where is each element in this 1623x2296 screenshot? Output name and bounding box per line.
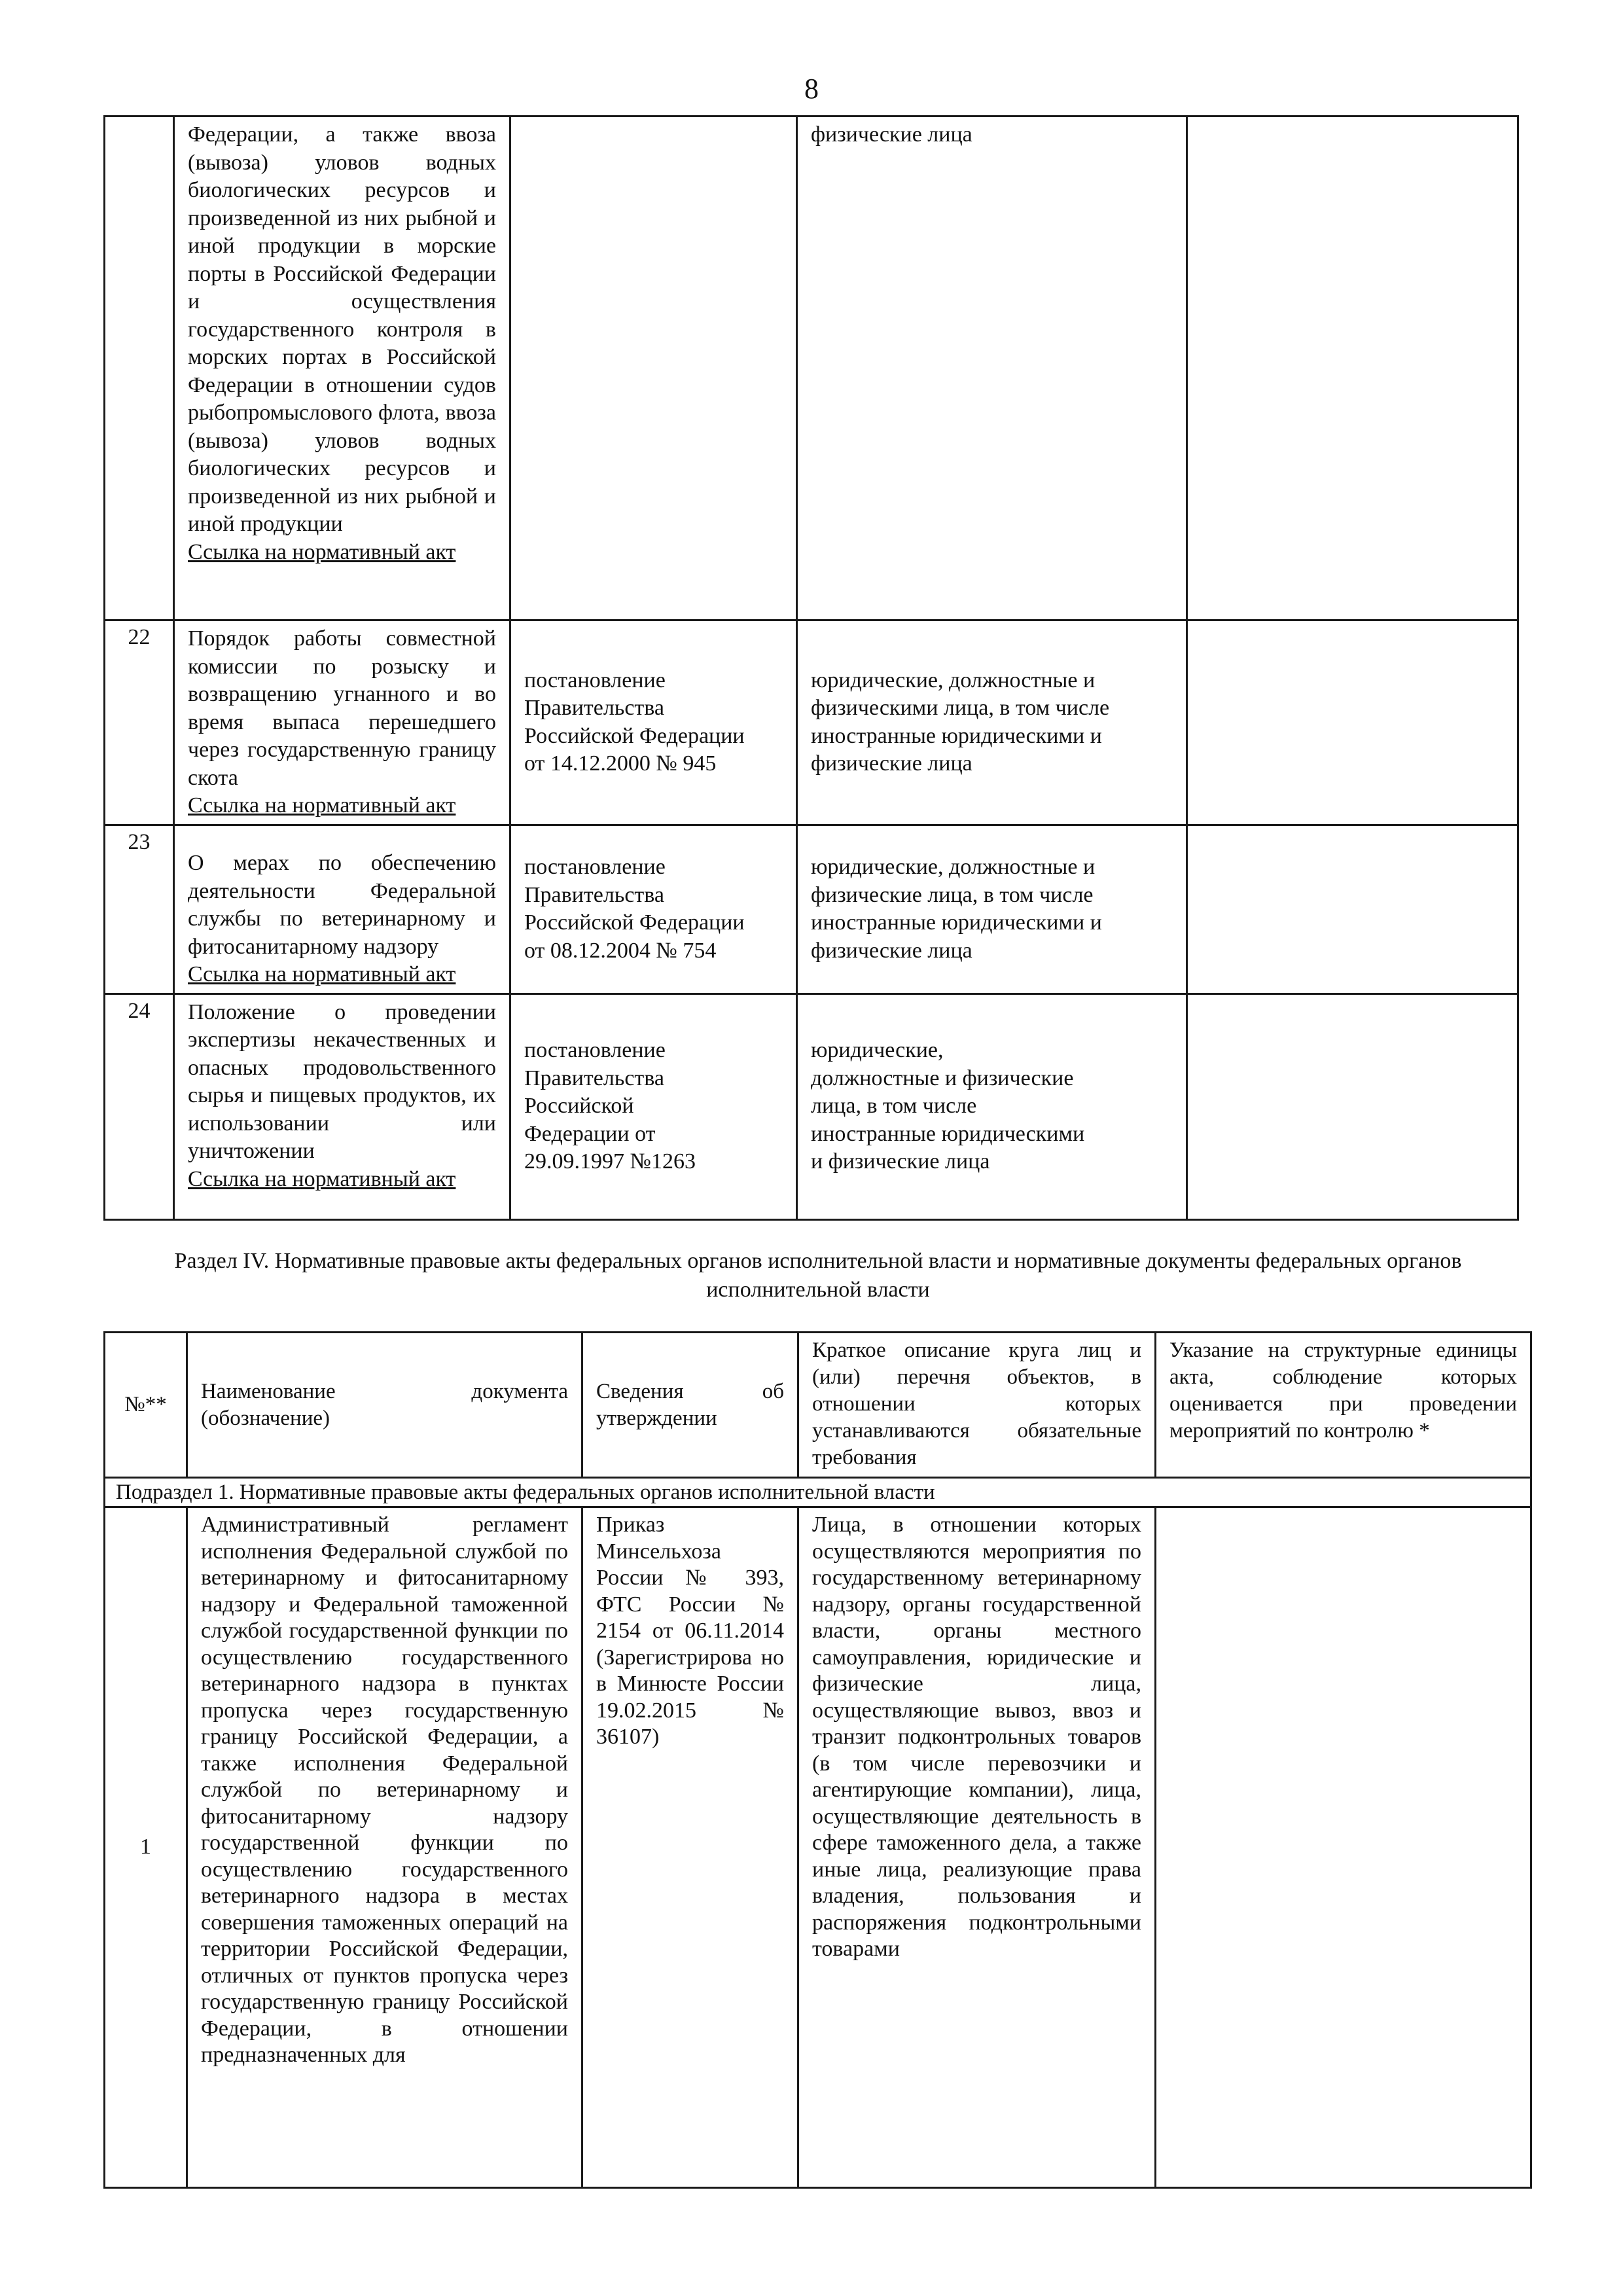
table-row — [105, 117, 1518, 620]
acts-table-section-4 — [103, 1331, 1532, 2189]
row-number — [105, 117, 174, 620]
header-units: Указание на структурные единицы акта, соблюдение которых оценивается при проведении мероприятий по контролю * — [1156, 1333, 1531, 1478]
header-approval: Сведения об утверждении — [582, 1333, 798, 1478]
header-subjects: Краткое описание круга лиц и (или) перечня объектов, в отношении которых устанавливаются обязательные требования — [798, 1333, 1156, 1478]
approval-info: постановление Правительства Российской Федерации от 14.12.2000 № 945 — [510, 620, 797, 825]
subjects-description: юридические, должностные и физические лица, в том числе иностранные юридическими и физические лица — [797, 994, 1187, 1219]
structural-units — [1187, 825, 1518, 994]
document-name: О мерах по обеспечению деятельности Федеральной службы по ветеринарному и фитосанитарному надзору — [188, 851, 496, 959]
document-name: Положение о проведении экспертизы некачественных и опасных продовольственного сырья и пищевых продуктов, их использовании или уничтожении — [188, 999, 496, 1163]
row-number: 1 — [105, 1507, 187, 2188]
acts-table-continued — [103, 115, 1519, 1221]
section-title: Раздел IV. Нормативные правовые акты федеральных органов исполнительной власти и нормативные документы федеральных органов исполнительной власти — [174, 1249, 1462, 1302]
table-row — [105, 1507, 1531, 2188]
document-name: Порядок работы совместной комиссии по розыску и возвращению угнанного и во время выпаса перешедшего через государственную границу скота — [188, 626, 496, 790]
structural-units — [1187, 620, 1518, 825]
approval-info: постановление Правительства Российской Федерации от 08.12.2004 № 754 — [510, 825, 797, 994]
approval-info — [510, 117, 797, 620]
subsection-title: Подраздел 1. Нормативные правовые акты федеральных органов исполнительной власти — [105, 1478, 1531, 1507]
normative-act-link[interactable]: Ссылка на нормативный акт — [188, 793, 456, 817]
header-name: Наименование документа (обозначение) — [187, 1333, 582, 1478]
subjects-description: физические лица — [797, 117, 1187, 620]
structural-units — [1187, 994, 1518, 1219]
subjects-description: юридические, должностные и физическими лица, в том числе иностранные юридическими и физические лица — [797, 620, 1187, 825]
subsection-row — [105, 1478, 1531, 1507]
page-number: 8 — [804, 73, 819, 105]
document-name: Федерации, а также ввоза (вывоза) уловов водных биологических ресурсов и произведенной из них рыбной и иной продукции в морские порты в Российской Федерации и осуществления государственного контроля в морских портах в Российской Федерации в отношении судов рыбопромыслового флота, ввоза (вывоза) уловов водных биологических ресурсов и произведенной из них рыбной и иной продукции — [188, 122, 496, 536]
subjects-description: юридические, должностные и физические лица, в том числе иностранные юридическими и физические лица — [797, 825, 1187, 994]
table-row — [105, 994, 1518, 1219]
structural-units — [1156, 1507, 1531, 2188]
row-number: 22 — [105, 620, 174, 825]
structural-units — [1187, 117, 1518, 620]
row-number: 23 — [105, 825, 174, 994]
normative-act-link[interactable]: Ссылка на нормативный акт — [188, 962, 456, 986]
normative-act-link[interactable]: Ссылка на нормативный акт — [188, 539, 456, 564]
document-name: Административный регламент исполнения Федеральной службой по ветеринарному и фитосанитарному надзору и Федеральной таможенной службой государственной функции по осуществлению государственного ветеринарного надзора в пунктах пропуска через государственную границу Российской Федерации, а также исполнения Федеральной службой по ветеринарному и фитосанитарному надзору государственной функции по осуществлению государственного ветеринарного надзора в местах совершения таможенных операций на территории Российской Федерации, отличных от пунктов пропуска через государственную границу Российской Федерации, в отношении предназначенных для — [187, 1507, 582, 2188]
row-number: 24 — [105, 994, 174, 1219]
approval-info: Приказ Минсельхоза России № 393, ФТС России № 2154 от 06.11.2014 (Зарегистрирова но в Минюсте России 19.02.2015 № 36107) — [582, 1507, 798, 2188]
table-header-row — [105, 1333, 1531, 1478]
normative-act-link[interactable]: Ссылка на нормативный акт — [188, 1166, 456, 1191]
header-number: №** — [105, 1333, 187, 1478]
approval-info: постановление Правительства Российской Федерации от 29.09.1997 №1263 — [510, 994, 797, 1219]
table-row — [105, 620, 1518, 825]
subjects-description: Лица, в отношении которых осуществляются мероприятия по государственному ветеринарному надзору, органы государственной власти, органы местного самоуправления, юридические и физические лица, осуществляющие вывоз, ввоз и транзит подконтрольных товаров (в том числе перевозчики и агентирующие компании), лица, осуществляющие деятельность в сфере таможенного дела, а также иные лица, реализующие права владения, пользования и распоряжения подконтрольными товарами — [798, 1507, 1156, 2188]
table-row — [105, 825, 1518, 994]
